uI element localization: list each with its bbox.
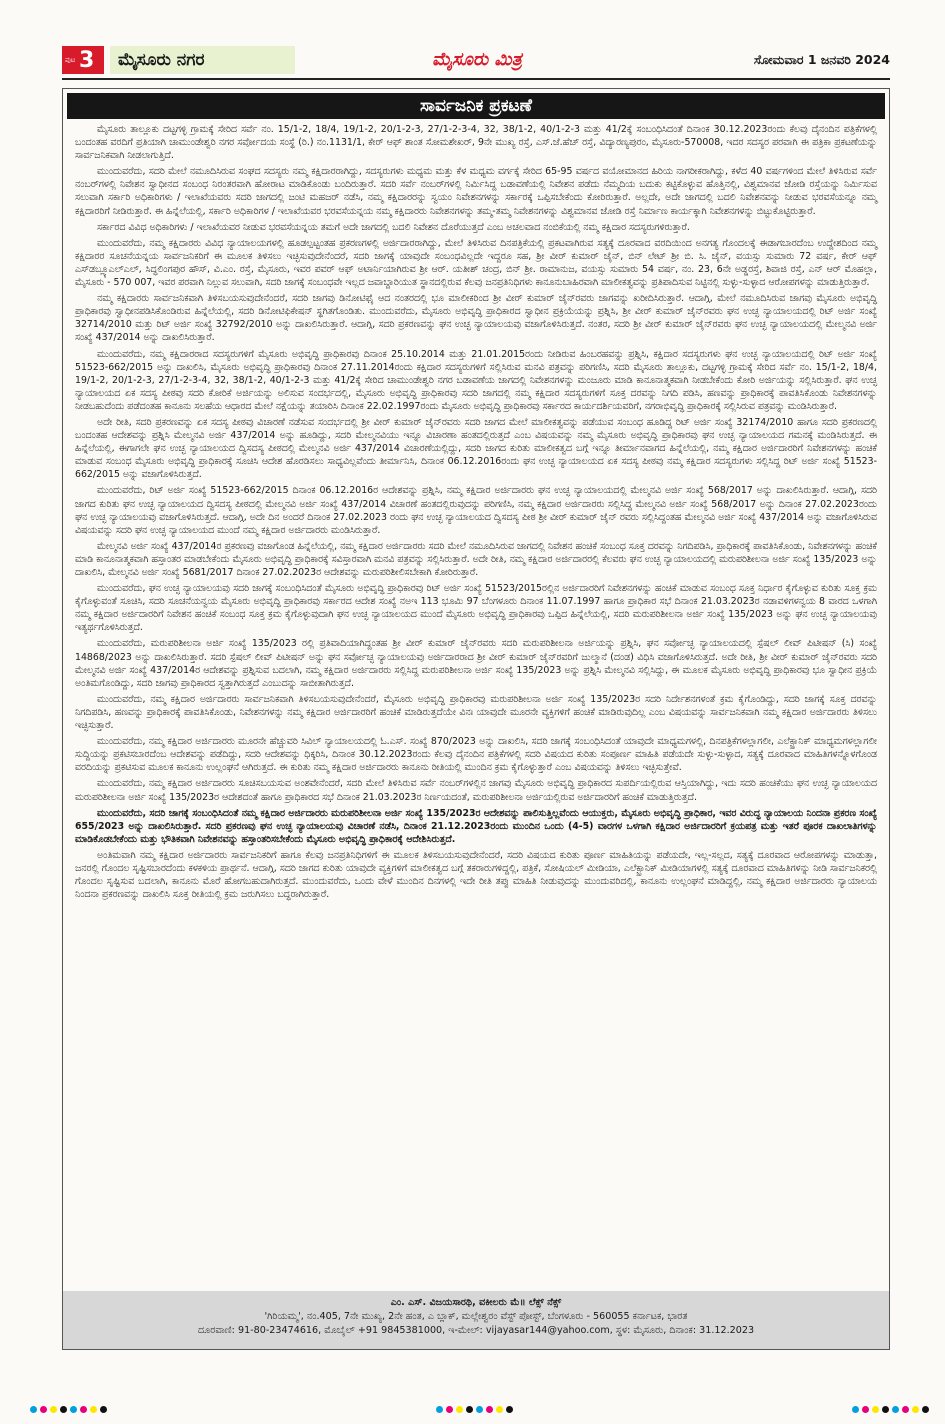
advocate-address: 'ಗಿರಿಯಮ್ಮ', ನಂ.405, 7ನೇ ಮುಖ್ಯ, 2ನೇ ಹಂತ, ಎ ಬ್ಲಾಕ್, ಮಲ್ಲೇಶ್ವರಂ ವೆಸ್ಟ್ ಪೋಸ್ಟ್, ಬೆಂಗಳೂರು - 560055 ಕರ್ನಾಟಕ, ಭಾರತ (264, 1311, 688, 1322)
notice-paragraph: ಅದೇ ರೀತಿ, ಸದರಿ ಪ್ರಕರಣವನ್ನು ಏಕ ಸದಸ್ಯ ಪೀಠವು ವಿಚಾರಣೆ ನಡೆಸುವ ಸಂದರ್ಭದಲ್ಲಿ ಶ್ರೀ ವೀರ್ ಕುಮಾರ್ ಜೈನ್‌ರವರು ಸದರಿ ಜಾಗದ ಮೇಲೆ ಮಾಲೀಕತ್ವವನ್ನು ಪಡೆಯುವ ಸಂಬಂಧ ಹೂಡಿದ್ದ ರಿಟ್ ಅರ್ಜಿ ಸಂಖ್ಯೆ 32174/2010 ಹಾಗೂ ಸದರಿ ಪ್ರಕರಣದಲ್ಲಿ ಬಂದಂತಹ ಆದೇಶವನ್ನು ಪ್ರಶ್ನಿಸಿ ಮೇಲ್ಮನವಿ ಅರ್ಜಿ 437/2014 ಅನ್ನು ಹೂಡಿದ್ದು, ಸದರಿ ಮೇಲ್ಮನವಿಯು ಇನ್ನೂ ವಿಚಾರಣಾ ಹಂತದಲ್ಲಿರುತ್ತದೆ ಎಂಬ ವಿಷಯವನ್ನು ನಮ್ಮ ಮೈಸೂರು ಅಭಿವೃದ್ಧಿ ಪ್ರಾಧಿಕಾರವು ಘನ ಉಚ್ಛ ನ್ಯಾಯಾಲಯದ ಗಮನಕ್ಕೆ ಮಂಡಿಸಿರುತ್ತದೆ. ಈ ಹಿನ್ನೆಲೆಯಲ್ಲಿ, ಈಗಾಗಲೇ ಘನ ಉಚ್ಛ ನ್ಯಾಯಾಲಯದ ದ್ವಿಸದಸ್ಯ ಪೀಠದಲ್ಲಿ ಮೇಲ್ಮನವಿ ಅರ್ಜಿ 437/2014 ವಿಚಾರಣೆಯಲ್ಲಿದ್ದು, ಸದರಿ ಜಾಗದ ಕುರಿತು ಮಾಲೀಕತ್ವದ ಬಗ್ಗೆ ಇನ್ನೂ ತೀರ್ಮಾನವಾಗದ ಹಿನ್ನೆಲೆಯಲ್ಲಿ, ನಮ್ಮ ಕಕ್ಷಿದಾರ ಅರ್ಜಿದಾರರಿಗೆ ನಿವೇಶನಗಳನ್ನು ಹಂಚಿಕೆ ಮಾಡುವ ಸಂಬಂಧ ಮೈಸೂರು ಅಭಿವೃದ್ಧಿ ಪ್ರಾಧಿಕಾರಕ್ಕೆ ಸೂಚಿಸಿ ಆದೇಶ ಹೊರಡಿಸಲು ಸಾಧ್ಯವಿಲ್ಲವೆಂದು ತೀರ್ಮಾನಿಸಿ, ದಿನಾಂಕ 06.12.2016ರಂದು ಘನ ಉಚ್ಛ ನ್ಯಾಯಾಲಯದ ಏಕ ಸದಸ್ಯ ಪೀಠವು ನಮ್ಮ ಕಕ್ಷಿದಾರ ಸದಸ್ಯರುಗಳು ಸಲ್ಲಿಸಿದ್ದ ರಿಟ್ ಅರ್ಜಿ ಸಂಖ್ಯೆ 51523-662/2015 ಅನ್ನು ವಜಾಗೊಳಿಸಿರುತ್ತದೆ. (75, 416, 877, 481)
registration-dot (506, 1406, 513, 1413)
registration-dot (882, 1406, 889, 1413)
registration-dot (902, 1406, 909, 1413)
registration-dot (40, 1406, 47, 1413)
registration-dot (852, 1406, 859, 1413)
notice-paragraph: ಮುಂದುವರೆದು, ನಮ್ಮ ಕಕ್ಷಿದಾರ ಅರ್ಜಿದಾರರು ಮೂರನೇ ಹೆಚ್ಚುವರಿ ಸಿವಿಲ್ ನ್ಯಾಯಾಲಯದಲ್ಲಿ ಓ.ಎಸ್. ಸಂಖ್ಯೆ 870/2023 ಅನ್ನು ದಾಖಲಿಸಿ, ಸದರಿ ಜಾಗಕ್ಕೆ ಸಂಬಂಧಿಸಿದಂತೆ ಯಾವುದೇ ಮಾಧ್ಯಮಗಳಲ್ಲಿ, ದಿನಪತ್ರಿಕೆಗಳಲ್ಲಾಗಲೀ, ಎಲೆಕ್ಟ್ರಾನಿಕ್ ಮಾಧ್ಯಮಗಳಲ್ಲಾಗಲೀ ಸುದ್ದಿಯನ್ನು ಪ್ರಕಟಿಸಬಾರದೆಂಬ ಆದೇಶವನ್ನು ಪಡೆದಿದ್ದು, ಸದರಿ ಆದೇಶವನ್ನು ಧಿಕ್ಕರಿಸಿ, ದಿನಾಂಕ 30.12.2023ರಂದು ಕೆಲವು ದೈನಂದಿನ ಪತ್ರಿಕೆಗಳಲ್ಲಿ ಸದರಿ ವಿಷಯದ ಕುರಿತು ಸಂಪೂರ್ಣ ಮಾಹಿತಿ ಪಡೆಯದೇ ಸುಳ್ಳು-ಸುಳ್ಳಾದ, ಸತ್ಯಕ್ಕೆ ದೂರವಾದ ಮಾಹಿತಿಗಳನ್ನೊಳಗೊಂಡ ವರದಿಯನ್ನು ಪ್ರಕಟಿಸುವ ಮೂಲಕ ಕಾನೂನು ಉಲ್ಲಂಘನೆ ಆಗಿರುತ್ತದೆ. ಈ ಕುರಿತು ನಮ್ಮ ಕಕ್ಷಿದಾರ ಅರ್ಜಿದಾರರು ಕಾನೂನು ರೀತಿಯಲ್ಲಿ ಮುಂದಿನ ಕ್ರಮ ಕೈಗೊಳ್ಳುತ್ತಾರೆ ಎಂಬ ವಿಷಯವನ್ನು ತಿಳಿಸಲು ಇಚ್ಛಿಸುತ್ತೇವೆ. (75, 736, 877, 774)
notice-paragraph: ನಮ್ಮ ಕಕ್ಷಿದಾರರು ಸಾರ್ವಜನಿಕವಾಗಿ ತಿಳಿಸಬಯಸುವುದೇನೆಂದರೆ, ಸದರಿ ಜಾಗವು ಡಿನೋಟಿಫೈ ಆದ ನಂತರದಲ್ಲಿ ಭೂ ಮಾಲೀಕರಿಂದ ಶ್ರೀ ವೀರ್ ಕುಮಾರ್ ಜೈನ್‌ರವರು ಜಾಗವನ್ನು ಖರೀದಿಸಿರುತ್ತಾರೆ. ಆದಾಗ್ಗಿ, ಮೇಲೆ ನಮೂದಿಸಿರುವ ಜಾಗವು ಮೈಸೂರು ಅಭಿವೃದ್ಧಿ ಪ್ರಾಧಿಕಾರವು ಸ್ವಾಧೀನಪಡಿಸಿಕೊಂಡಿರುವ ಹಿನ್ನೆಲೆಯಲ್ಲಿ, ಸದರಿ ಡಿನೋಟಿಫಿಕೇಷನ್ ಸ್ಥಗಿತಗೊಂಡಿತು. ಮುಂದುವರೆದು, ಮೈಸೂರು ಅಭಿವೃದ್ಧಿ ಪ್ರಾಧಿಕಾರದ ಸ್ವಾಧೀನ ಪ್ರಕ್ರಿಯೆಯನ್ನು ಪ್ರಶ್ನಿಸಿ, ಶ್ರೀ ವೀರ್ ಕುಮಾರ್ ಜೈನ್‌ರವರು ಘನ ಉಚ್ಛ ನ್ಯಾಯಾಲಯದಲ್ಲಿ ರಿಟ್ ಅರ್ಜಿ ಸಂಖ್ಯೆ 32714/2010 ಮತ್ತು ರಿಟ್ ಅರ್ಜಿ ಸಂಖ್ಯೆ 32792/2010 ಅನ್ನು ದಾಖಲಿಸಿರುತ್ತಾರೆ. ಆದಾಗ್ಗಿ, ಸದರಿ ಪ್ರಕರಣವನ್ನು ಘನ ಉಚ್ಛ ನ್ಯಾಯಾಲಯವು ವಜಾಗೊಳಿಸಿರುತ್ತದೆ. ನಂತರ, ಸದರಿ ಶ್ರೀ ವೀರ್ ಕುಮಾರ್ ಜೈನ್‌ರವರು ಘನ ಉಚ್ಛ ನ್ಯಾಯಾಲಯದಲ್ಲಿ ಮೇಲ್ಮನವಿ ಅರ್ಜಿ ಸಂಖ್ಯೆ 437/2014 ಅನ್ನು ದಾಖಲಿಸಿರುತ್ತಾರೆ. (75, 293, 877, 344)
registration-dot (862, 1406, 869, 1413)
notice-paragraph: ಮುಂದುವರೆದು, ನಮ್ಮ ಕಕ್ಷಿದಾರರಾದ ಸದಸ್ಯರುಗಳಿಗೆ ಮೈಸೂರು ಅಭಿವೃದ್ಧಿ ಪ್ರಾಧಿಕಾರವು ದಿನಾಂಕ 25.10.2014 ಮತ್ತು 21.01.2015ರಂದು ನೀಡಿರುವ ಹಿಂಬರಹವನ್ನು ಪ್ರಶ್ನಿಸಿ, ಕಕ್ಷಿದಾರ ಸದಸ್ಯರುಗಳು ಘನ ಉಚ್ಛ ನ್ಯಾಯಾಲಯದಲ್ಲಿ ರಿಟ್ ಅರ್ಜಿ ಸಂಖ್ಯೆ 51523-662/2015 ಅನ್ನು ದಾಖಲಿಸಿ, ಮೈಸೂರು ಅಭಿವೃದ್ಧಿ ಪ್ರಾಧಿಕಾರವು ದಿನಾಂಕ 27.11.2014ರಂದು ಕಕ್ಷಿದಾರ ಸದಸ್ಯರುಗಳಿಗೆ ಸಲ್ಲಿಸಿರುವ ಮನವಿ ಪತ್ರವನ್ನು ಪರಿಗಣಿಸಿ, ಸದರಿ ಮೈಸೂರು ತಾಲ್ಲೂಕು, ದಟ್ಟಗಳ್ಳಿ ಗ್ರಾಮಕ್ಕೆ ಸೇರಿದ ಸರ್ವೆ ನಂ. 15/1-2, 18/4, 19/1-2, 20/1-2-3, 27/1-2-3-4, 32, 38/1-2, 40/1-2-3 ಮತ್ತು 41/2ಕ್ಕೆ ಸೇರಿದ ಚಾಮುಂಡೇಶ್ವರಿ ನಗರ ಬಡಾವಣೆಯ ಜಾಗದಲ್ಲಿ ನಿವೇಶನಗಳನ್ನು ಮಂಜೂರು ಮಾಡಿ ಕಾನೂನಾತ್ಮಕವಾಗಿ ನೀಡಬೇಕೆಂದು ಕೋರಿ ಅರ್ಜಿಯನ್ನು ಸಲ್ಲಿಸಿರುತ್ತಾರೆ. ಘನ ಉಚ್ಛ ನ್ಯಾಯಾಲಯದ ಏಕ ಸದಸ್ಯ ಪೀಠವು ಸದರಿ ಕೋರಿಕೆ ಅರ್ಜಿಯನ್ನು ಅಲಿಸುವ ಸಂದರ್ಭದಲ್ಲಿ, ಮೈಸೂರು ಅಭಿವೃದ್ಧಿ ಪ್ರಾಧಿಕಾರವು ಸದರಿ ಜಾಗದಲ್ಲಿ ನಮ್ಮ ಕಕ್ಷಿದಾರ ಸದಸ್ಯರುಗಳಿಗೆ ಸೂಕ್ತ ದರವನ್ನು ನಿಗದಿ ಪಡಿಸಿ, ಹಣವನ್ನು ಪ್ರಾಧಿಕಾರಕ್ಕೆ ಪಾವತಿಸಿಕೊಂಡು ನಿವೇಶನಗಳನ್ನು ನೀಡಬಹುದೆಂದು ಪಡೆದಂತಹ ಕಾನೂನು ಸಲಹೆಯ ಆಧಾರದ ಮೇಲೆ ನಕ್ಷೆಯನ್ನು ತಯಾರಿಸಿ ದಿನಾಂಕ 22.02.1997ರಂದು ಮೈಸೂರು ಅಭಿವೃದ್ಧಿ ಪ್ರಾಧಿಕಾರವು ಸರ್ಕಾರದ ಕಾರ್ಯದರ್ಶಿಯವರಿಗೆ, ನಗರಾಭಿವೃದ್ಧಿ ಪ್ರಾಧಿಕಾರಕ್ಕೆ ಸಲ್ಲಿಸಿರುವ ಪತ್ರವನ್ನು ಮಂಡಿಸಿರುತ್ತಾರೆ. (75, 348, 877, 412)
registration-dot (912, 1406, 919, 1413)
registration-dot (496, 1406, 503, 1413)
registration-dot (486, 1406, 493, 1413)
notice-paragraph: ಮೇಲ್ಮನವಿ ಅರ್ಜಿ ಸಂಖ್ಯೆ 437/2014ರ ಪ್ರಕರಣವು ವಜಾಗೊಂಡ ಹಿನ್ನೆಲೆಯಲ್ಲಿ, ನಮ್ಮ ಕಕ್ಷಿದಾರ ಅರ್ಜಿದಾರರು ಸದರಿ ಮೇಲೆ ನಮೂದಿಸಿರುವ ಜಾಗದಲ್ಲಿ ನಿವೇಶನ ಹಂಚಿಕೆ ಸಂಬಂಧ ಸೂಕ್ತ ದರವನ್ನು ನಿಗದಿಪಡಿಸಿ, ಪ್ರಾಧಿಕಾರಕ್ಕೆ ಪಾವತಿಸಿಕೊಂಡು, ನಿವೇಶನಗಳನ್ನು ಹಂಚಿಕೆ ಮಾಡಿ ಕಾನೂನಾತ್ಮಕವಾಗಿ ಹಸ್ತಾಂತರ ಮಾಡಬೇಕೆಂದು ಮೈಸೂರು ಅಭಿವೃದ್ಧಿ ಪ್ರಾಧಿಕಾರಕ್ಕೆ ಸವಿಸ್ತಾರವಾಗಿ ಮನವಿ ಪತ್ರವನ್ನು ಸಲ್ಲಿಸಿರುತ್ತಾರೆ. ಅದೇ ರೀತಿ, ನಮ್ಮ ಕಕ್ಷಿದಾರ ಅರ್ಜಿದಾರರಲ್ಲಿ ಕೆಲವರು ಘನ ಉಚ್ಛ ನ್ಯಾಯಾಲಯದಲ್ಲಿ ಮರುಪರಿಶೀಲನಾ ಅರ್ಜಿ ಸಂಖ್ಯೆ 135/2023 ಅನ್ನು ದಾಖಲಿಸಿ, ಮೇಲ್ಮನವಿ ಅರ್ಜಿ ಸಂಖ್ಯೆ 5681/2017 ದಿನಾಂಕ 27.02.2023ರ ಆದೇಶವನ್ನು ಮರುಪರಿಶೀಲಿಸಬೇಕಾಗಿ ಕೋರಿರುತ್ತಾರೆ. (75, 540, 877, 578)
registration-dot (466, 1406, 473, 1413)
page-header (62, 44, 890, 74)
registration-dot (892, 1406, 899, 1413)
notice-paragraph: ಮೈಸೂರು ತಾಲ್ಲೂಕು ದಟ್ಟಗಳ್ಳಿ ಗ್ರಾಮಕ್ಕೆ ಸೇರಿದ ಸರ್ವೆ ನಂ. 15/1-2, 18/4, 19/1-2, 20/1-2-3, 27/1-2-3-4, 32, 38/1-2, 40/1-2-3 ಮತ್ತು 41/2ಕ್ಕೆ ಸಂಬಂಧಿಸಿದಂತೆ ದಿನಾಂಕ 30.12.2023ರಂದು ಕೆಲವು ದೈನಂದಿನ ಪತ್ರಿಕೆಗಳಲ್ಲಿ ಬಂದಂತಹ ವರದಿಗೆ ಪ್ರತಿಯಾಗಿ ಚಾಮುಂಡೇಶ್ವರಿ ನಗರ ಸರ್ವೋದಯ ಸಂಸ್ಥೆ (ರಿ.) ನಂ.1131/1, ಕೇರ್ ಆಫ್ ಶಾಂತ ಸೋಮಶೇಖರ್, 9ನೇ ಮುಖ್ಯ ರಸ್ತೆ, ಎಸ್.ಜೆ.ಹೆಚ್ ರಸ್ತೆ, ವಿದ್ಯಾರಣ್ಯಪುರಂ, ಮೈಸೂರು-570008, ಇದರ ಸದಸ್ಯರ ಪರವಾಗಿ ಈ ಪತ್ರಿಕಾ ಪ್ರಕಟಣೆಯನ್ನು ಸಾರ್ವಜನಿಕವಾಗಿ ನೀಡಲಾಗುತ್ತಿದೆ. (75, 124, 877, 162)
notice-paragraph: ಅಂತಿಮವಾಗಿ ನಮ್ಮ ಕಕ್ಷಿದಾರ ಅರ್ಜಿದಾರರು ಸಾರ್ವಜನಿಕರಿಗೆ ಹಾಗೂ ಕೆಲವು ಜನಪ್ರತಿನಿಧಿಗಳಿಗೆ ಈ ಮೂಲಕ ತಿಳಿಸಬಯಸುವುದೇನೆಂದರೆ, ಸದರಿ ವಿಷಯದ ಕುರಿತು ಪೂರ್ಣ ಮಾಹಿತಿಯನ್ನು ಪಡೆಯದೇ, ಇಲ್ಲ-ಸಲ್ಲದ, ಸತ್ಯಕ್ಕೆ ದೂರವಾದ ಆರೋಪಗಳನ್ನು ಮಾಡುತ್ತಾ, ಜನರಲ್ಲಿ ಗೊಂದಲ ಸೃಷ್ಟಿಸಬಾರದೆಂದು ಕಳಕಳಿಯ ಪ್ರಾರ್ಥನೆ. ಆದಾಗ್ಗಿ, ಸದರಿ ಜಾಗದ ಕುರಿತು ಯಾವುದೇ ವ್ಯಕ್ತಿಗಳಿಗೆ ಮಾಲೀಕತ್ವದ ಬಗ್ಗೆ ತಕರಾರುಗಳಿದ್ದಲ್ಲಿ, ಪತ್ರಿಕೆ, ಸೋಷಿಯಲ್ ಮೀಡಿಯಾ, ಎಲೆಕ್ಟ್ರಾನಿಕ್ ಮೀಡಿಯಾಗಳಲ್ಲಿ ಸತ್ಯಕ್ಕೆ ದೂರವಾದ ಮಾಹಿತಿಗಳನ್ನು ನೀಡಿ ಸಾರ್ವಜನಿಕರಲ್ಲಿ ಗೊಂದಲ ಸೃಷ್ಟಿಸುವ ಬದಲಾಗಿ, ಕಾನೂನು ಮೊರೆ ಹೋಗಬಹುದಾಗಿರುತ್ತದೆ. ಮುಂದುವರೆದು, ಒಂದು ವೇಳೆ ಮುಂದಿನ ದಿನಗಳಲ್ಲಿ ಇದೇ ರೀತಿ ತಪ್ಪು ಮಾಹಿತಿ ನೀಡುವುದನ್ನು ಮುಂದುವರಿದಲ್ಲಿ, ಕಾನೂನು ಉಲ್ಲಂಘನೆ ಮಾಡಿದ್ದಲ್ಲಿ, ನಮ್ಮ ಕಕ್ಷಿದಾರ ಅರ್ಜಿದಾರರು ನ್ಯಾಯಾಲಯ ನಿಂದನಾ ಪ್ರಕರಣವನ್ನು ದಾಖಲಿಸಿ ಸೂಕ್ತ ರೀತಿಯಲ್ಲಿ ಕ್ರಮ ಜರುಗಿಸಲು ಬದ್ಧರಾಗಿರುತ್ತಾರೆ. (75, 849, 877, 901)
registration-dot (80, 1406, 87, 1413)
registration-dot (50, 1406, 57, 1413)
registration-dot (922, 1406, 929, 1413)
registration-dot (446, 1406, 453, 1413)
registration-dot (872, 1406, 879, 1413)
notice-paragraph: ಮುಂದುವರೆದು, ನಮ್ಮ ಕಕ್ಷಿದಾರ ಅರ್ಜಿದಾರರು ಸಾರ್ವಜನಿಕವಾಗಿ ತಿಳಿಸಬಯಸುವುದೇನೆಂದರೆ, ಮೈಸೂರು ಅಭಿವೃದ್ಧಿ ಪ್ರಾಧಿಕಾರವು ಮರುಪರಿಶೀಲನಾ ಅರ್ಜಿ ಸಂಖ್ಯೆ 135/2023ರ ಸದರಿ ನಿರ್ದೇಶನಗಳಂತೆ ಕ್ರಮ ಕೈಗೊಂಡಿದ್ದು, ಸದರಿ ಜಾಗಕ್ಕೆ ಸೂಕ್ತ ದರವನ್ನು ನಿಗದಿಪಡಿಸಿ, ಹಣವನ್ನು ಪ್ರಾಧಿಕಾರಕ್ಕೆ ಪಾವತಿಸಿಕೊಂಡು, ನಿವೇಶನಗಳನ್ನು ನಮ್ಮ ಕಕ್ಷಿದಾರ ಅರ್ಜಿದಾರರಿಗೆ ಹಂಚಿಕೆ ಮಾಡಿರುತ್ತದೆಯೇ ವಿನಃ ಯಾವುದೇ ಮೂರನೇ ವ್ಯಕ್ತಿಗಳಿಗೆ ಹಂಚಿಕೆ ಮಾಡಿರುವುದಿಲ್ಲ ಎಂಬ ವಿಷಯವನ್ನು ಸಾರ್ವಜನಿಕವಾಗಿ ನಮ್ಮ ಕಕ್ಷಿದಾರ ಅರ್ಜಿದಾರರು ತಿಳಿಸಲು ಇಚ್ಛಿಸುತ್ತಾರೆ. (75, 693, 877, 732)
header-rule (62, 78, 890, 80)
notice-paragraph: ಮುಂದುವರೆದು, ನಮ್ಮ ಕಕ್ಷಿದಾರರು ವಿವಿಧ ನ್ಯಾಯಾಲಯಗಳಲ್ಲಿ ಹೂಡಲ್ಪಟ್ಟಂತಹ ಪ್ರಕರಣಗಳಲ್ಲಿ ಅರ್ಜಿದಾರರಾಗಿದ್ದು, ಮೇಲೆ ತಿಳಿಸಿರುವ ದಿನಪತ್ರಿಕೆಯಲ್ಲಿ ಪ್ರಕಟವಾಗಿರುವ ಸತ್ಯಕ್ಕೆ ದೂರವಾದ ವರದಿಯಿಂದ ಅನಗತ್ಯ ಗೊಂದಲಕ್ಕೆ ಈಡಾಗಬಾರದೆಂಬ ಉದ್ದೇಶದಿಂದ ನಮ್ಮ ಕಕ್ಷಿದಾರರ ಸೂಚನೆಯನ್ನಯ ಸಾರ್ವಜನಿಕರಿಗೆ ಈ ಮೂಲಕ ತಿಳಿಸಲು ಇಚ್ಛಿಸುವುದೇನೆಂದರೆ, ಸದರಿ ಜಾಗಕ್ಕೆ ಯಾವುದೇ ಸಂಬಂಧವಿಲ್ಲದೇ ಇದ್ದರೂ ಸಹ, ಶ್ರೀ ವೀರ್ ಕುಮಾರ್ ಜೈನ್, ಬಿನ್ ಲೇಟ್ ಶ್ರೀ ಬಿ. ಸಿ. ಜೈನ್, ವಯಸ್ಸು ಸುಮಾರು 72 ವರ್ಷ, ಕೇರ್ ಆಫ್ ಎಸ್‌ಡಬ್ಲ್ಯೂಎಲ್‌ಎಲ್, ಸಿದ್ಧಲಿಂಗಪುರ ಹೌಸ್, ವಿ.ಎಂ. ರಸ್ತೆ, ಮೈಸೂರು, ಇವರ ಪವರ್ ಆಫ್ ಅಟಾರ್ನಿಯಾಗಿರುವ ಶ್ರೀ ಆರ್. ಯತೀಶ್ ಚಂದ್ರ, ಬಿನ್ ಶ್ರೀ. ರಾಮಾನುಜ, ವಯಸ್ಸು ಸುಮಾರು 54 ವರ್ಷ, ನಂ. 23, 6ನೇ ಅಡ್ಡರಸ್ತೆ, ಶಿವಾಜಿ ರಸ್ತೆ, ಎನ್ ಆರ್ ಮೊಹಲ್ಲಾ, ಮೈಸೂರು - 570 007, ಇವರ ಪರವಾಗಿ ನಿಲ್ಲುವ ಸಲುವಾಗಿ, ಸದರಿ ಜಾಗಕ್ಕೆ ಸಂಬಂಧವೇ ಇಲ್ಲದ ಜವಾಬ್ದಾರಿಯುತ ಸ್ಥಾನದಲ್ಲಿರುವ ಕೆಲವು ಜನಪ್ರತಿನಿಧಿಗಳು ಕಾನೂನುಬಾಹಿರವಾಗಿ ಮಾಲೀಕತ್ವವನ್ನು ಪ್ರತಿಪಾದಿಸುವ ನಿಟ್ಟಿನಲ್ಲಿ ಸುಳ್ಳು-ಸುಳ್ಳಾದ ಆರೋಪಗಳನ್ನು ಮಾಡುತ್ತಿರುತ್ತಾರೆ. (75, 237, 877, 289)
registration-marks-center (436, 1406, 513, 1416)
notice-paragraph: ಮುಂದುವರೆದು, ಮರುಪರಿಶೀಲನಾ ಅರ್ಜಿ ಸಂಖ್ಯೆ 135/2023 ರಲ್ಲಿ ಪ್ರತಿವಾದಿಯಾಗಿದ್ದಂತಹ ಶ್ರೀ ವೀರ್ ಕುಮಾರ್ ಜೈನ್‌ರವರು ಸದರಿ ಮರುಪರಿಶೀಲನಾ ಅರ್ಜಿಯನ್ನು ಪ್ರಶ್ನಿಸಿ, ಘನ ಸರ್ವೋಚ್ಛ ನ್ಯಾಯಾಲಯದಲ್ಲಿ ಸ್ಪೆಷಲ್ ಲೀವ್ ಪಿಟೀಷನ್ (ಸಿ) ಸಂಖ್ಯೆ 14868/2023 ಅನ್ನು ದಾಖಲಿಸಿರುತ್ತಾರೆ. ಸದರಿ ಸ್ಪೆಷಲ್ ಲೀವ್ ಪಿಟೀಷನ್ ಅನ್ನು ಘನ ಸರ್ವೋಚ್ಛ ನ್ಯಾಯಾಲಯವು ಅರ್ಜಿದಾರರಾದ ಶ್ರೀ ವೀರ್ ಕುಮಾರ್ ಜೈನ್‌ರವರಿಗೆ ಜುಲ್ಮಾನೆ (ದಂಡ) ವಿಧಿಸಿ ವಜಾಗೊಳಿಸಿರುತ್ತದೆ. ಅದೇ ರೀತಿ, ಶ್ರೀ ವೀರ್ ಕುಮಾರ್ ಜೈನ್‌ರವರು ಸದರಿ ಮೇಲ್ಮನವಿ ಅರ್ಜಿ ಸಂಖ್ಯೆ 437/2014ರ ಆದೇಶವನ್ನು ಪ್ರಶ್ನಿಸುವ ಬದಲಾಗಿ, ನಮ್ಮ ಕಕ್ಷಿದಾರ ಅರ್ಜಿದಾರರು ಸಲ್ಲಿಸಿದ್ದ ಮರುಪರಿಶೀಲನಾ ಅರ್ಜಿ ಸಂಖ್ಯೆ 135/2023 ಅನ್ನು ಪ್ರಶ್ನಿಸಿ ಮೇಲ್ಮನವಿ ಸಲ್ಲಿಸಿದ್ದು, ಈ ಮೂಲಕ ಮೈಸೂರು ಅಭಿವೃದ್ಧಿ ಪ್ರಾಧಿಕಾರವು ಭೂ ಸ್ವಾಧೀನ ಪ್ರಕ್ರಿಯೆ ಅಂತಿಮಗೊಂಡಿದ್ದು, ಸದರಿ ಜಾಗವು ಪ್ರಾಧಿಕಾರದ ಸ್ವತ್ತಾಗಿರುತ್ತದೆ ಎಂಬುದನ್ನು ಸಾಬೀತಾಗಿರುತ್ತದೆ. (75, 638, 877, 689)
newspaper-masthead: ಮೈಸೂರು ಮಿತ್ರ (432, 49, 522, 70)
notice-paragraph: ಮುಂದುವರೆದು, ನಮ್ಮ ಕಕ್ಷಿದಾರ ಅರ್ಜಿದಾರರು ಸೂಚಿಸಬಯಸುವ ಅಂಶವೇನೆಂದರೆ, ಸದರಿ ಮೇಲೆ ತಿಳಿಸಿರುವ ಸರ್ವೆ ನಂಬರ್‌ಗಳಲ್ಲಿನ ಜಾಗವು ಮೈಸೂರು ಅಭಿವೃದ್ಧಿ ಪ್ರಾಧಿಕಾರದ ಸುಪರ್ದಿಯಲ್ಲಿರುವ ಆಸ್ತಿಯಾಗಿದ್ದು, ಇದು ಸದರಿ ಹಂಚಿಕೆಯು ಘನ ಉಚ್ಛ ನ್ಯಾಯಾಲಯದ ಮರುಪರಿಶೀಲನಾ ಅರ್ಜಿ ಸಂಖ್ಯೆ 135/2023ರ ಆದೇಶದಂತೆ ಹಾಗೂ ಪ್ರಾಧಿಕಾರದ ಸಭೆ ದಿನಾಂಕ 21.03.2023ರ ನಿರ್ಣಯದಂತೆ, ಮರುಪರಿಶೀಲನಾ ಅರ್ಜಿಯಲ್ಲಿರುವ ಅರ್ಜಿದಾರರಿಗೆ ಹಂಚಿಕೆ ಮಾಡುತ್ತಿರುತ್ತದೆ. (75, 778, 877, 803)
notice-paragraph: ಮುಂದುವರೆದು, ಸದರಿ ಜಾಗಕ್ಕೆ ಸಂಬಂಧಿಸಿದಂತೆ ನಮ್ಮ ಕಕ್ಷಿದಾರ ಅರ್ಜಿದಾರರು ಮರುಪರಿಶೀಲನಾ ಅರ್ಜಿ ಸಂಖ್ಯೆ 135/2023ರ ಆದೇಶವನ್ನು ಪಾಲಿಸುತ್ತಿಲ್ಲವೆಂದು ಆಯುಕ್ತರು, ಮೈಸೂರು ಅಭಿವೃದ್ಧಿ ಪ್ರಾಧಿಕಾರ, ಇವರ ವಿರುದ್ಧ ನ್ಯಾಯಾಲಯ ನಿಂದನಾ ಪ್ರಕರಣ ಸಂಖ್ಯೆ 655/2023 ಅನ್ನು ದಾಖಲಿಸಿರುತ್ತಾರೆ. ಸದರಿ ಪ್ರಕರಣವು ಘನ ಉಚ್ಛ ನ್ಯಾಯಾಲಯವು ವಿಚಾರಣೆ ನಡೆಸಿ, ದಿನಾಂಕ 21.12.2023ರಂದು ಮುಂದಿನ ಒಂದು (4-5) ವಾರಗಳ ಒಳಗಾಗಿ ಕಕ್ಷಿದಾರ ಅರ್ಜಿದಾರರಿಗೆ ಕ್ರಯಪತ್ರ ಮತ್ತು ಇತರೆ ಪೂರಕ ದಾಖಲಾತಿಗಳನ್ನು ಮಾಡಿಕೊಡಬೇಕೆಂದು ಮತ್ತು ಭೌತಿಕವಾಗಿ ನಿವೇಶನವನ್ನು ಹಸ್ತಾಂತರಿಸಬೇಕೆಂದು ಮೈಸೂರು ಅಭಿವೃದ್ಧಿ ಪ್ರಾಧಿಕಾರಕ್ಕೆ ಆದೇಶಿಸಿರುತ್ತದೆ. (75, 807, 877, 845)
page-number: 3 (79, 47, 95, 73)
public-notice (62, 88, 890, 1350)
notice-paragraph: ಮುಂದುವರೆದು, ಸದರಿ ಮೇಲೆ ನಮೂದಿಸಿರುವ ಸಂಘದ ಸದಸ್ಯರು ನಮ್ಮ ಕಕ್ಷಿದಾರರಾಗಿದ್ದು, ಸದಸ್ಯರುಗಳು ಮಧ್ಯಮ ಮತ್ತು ಕೆಳ ಮಧ್ಯಮ ವರ್ಗಕ್ಕೆ ಸೇರಿದ 65-95 ವರ್ಷದ ವಯೋಮಾನದ ಹಿರಿಯ ನಾಗರೀಕರಾಗಿದ್ದು, ಕಳೆದ 40 ವರ್ಷಗಳಿಂದ ಮೇಲೆ ತಿಳಿಸಿರುವ ಸರ್ವೆ ನಂಬರ್‌ಗಳಲ್ಲಿ ನಿವೇಶನ ಸ್ವಾಧೀನದ ಸಂಬಂಧ ನಿರಂತರವಾಗಿ ಹೋರಾಟ ಮಾಡಿಕೊಂಡು ಬಂದಿರುತ್ತಾರೆ. ಸದರಿ ಸರ್ವೆ ನಂಬರ್‌ಗಳಲ್ಲಿ ನಿರ್ಮಿಸಿದ್ದ ಬಡಾವಣೆಯಲ್ಲಿ ನಿವೇಶನ ಪಡೆದು ನೆಮ್ಮದಿಯ ಬದುಕು ಕಟ್ಟಿಕೊಳ್ಳುವ ಹೊತ್ತಿನಲ್ಲಿ, ವಿಶ್ವಮಾನವ ಜೋಡಿ ರಸ್ತೆಯನ್ನು ನಿರ್ಮಿಸುವ ಸಲುವಾಗಿ ಸರ್ಕಾರಿ ಅಧಿಕಾರಿಗಳು / ಇಲಾಖೆಯವರು ಸದರಿ ಜಾಗದಲ್ಲಿ ಜಂಟಿ ಮಹಜರ್ ನಡೆಸಿ, ನಮ್ಮ ಕಕ್ಷಿದಾರರನ್ನು ಸ್ವಯಂ ನಿವೇಶನಗಳನ್ನು ಸರ್ಕಾರಕ್ಕೆ ಒಪ್ಪಿಸಬೇಕೆಂದು ಕೋರಿರುತ್ತಾರೆ. ಅಲ್ಲದೇ, ಅದೇ ಜಾಗದಲ್ಲಿ ಬದಲಿ ನಿವೇಶನವನ್ನು ನೀಡುವ ಭರವಸೆಯನ್ನೂ ನಮ್ಮ ಕಕ್ಷಿದಾರರಿಗೆ ನೀಡಿರುತ್ತಾರೆ. ಈ ಹಿನ್ನೆಲೆಯಲ್ಲಿ, ಸರ್ಕಾರಿ ಅಧಿಕಾರಿಗಳ / ಇಲಾಖೆಯವರ ಭರವಸೆಯನ್ನಯ ನಮ್ಮ ಕಕ್ಷಿದಾರರು ನಿವೇಶನಗಳನ್ನು ತಮ್ಮ-ತಮ್ಮ ನಿವೇಶನಗಳನ್ನು ವಿಶ್ವಮಾನವ ಜೋಡಿ ರಸ್ತೆ ನಿರ್ಮಾಣ ಕಾರ್ಯಕ್ಕಾಗಿ ನಿವೇಶನಗಳನ್ನು ಬಿಟ್ಟುಕೊಟ್ಟಿರುತ್ತಾರೆ. (75, 166, 877, 217)
notice-paragraph: ಮುಂದುವರೆದು, ಘನ ಉಚ್ಛ ನ್ಯಾಯಾಲಯವು ಸದರಿ ಜಾಗಕ್ಕೆ ಸಂಬಂಧಿಸಿದಂತೆ ಮೈಸೂರು ಅಭಿವೃದ್ಧಿ ಪ್ರಾಧಿಕಾರವು ರಿಟ್ ಅರ್ಜಿ ಸಂಖ್ಯೆ 51523/2015ರಲ್ಲಿನ ಅರ್ಜಿದಾರರಿಗೆ ನಿವೇಶನಗಳನ್ನು ಹಂಚಿಕೆ ಮಾಡುವ ಸಂಬಂಧ ಸೂಕ್ತ ನಿರ್ಧಾರ ಕೈಗೊಳ್ಳುವ ಕುರಿತು ಸೂಕ್ತ ಕ್ರಮ ಕೈಗೊಳ್ಳುವಂತೆ ಸೂಚಿಸಿ, ಸದರಿ ಸೂಚನೆಯನ್ವಯ ಮೈಸೂರು ಅಭಿವೃದ್ಧಿ ಪ್ರಾಧಿಕಾರವು ಸರ್ಕಾರದ ಆದೇಶ ಸಂಖ್ಯೆ ನಅಇ 113 ಭೂಮಿ 97 ಬೆಂಗಳೂರು ದಿನಾಂಕ 11.07.1997 ಹಾಗೂ ಪ್ರಾಧಿಕಾರ ಸಭೆ ದಿನಾಂಕ 21.03.2023ರ ನಡಾವಳಿಗಳನ್ವಯ 8 ವಾರದ ಒಳಗಾಗಿ ನಮ್ಮ ಕಕ್ಷಿದಾರ ಅರ್ಜಿದಾರರಿಗೆ ನಿವೇಶನ ಹಂಚಿಕೆ ಸಂಬಂಧ ಸೂಕ್ತ ಕ್ರಮ ಕೈಗೊಳ್ಳುವುದಾಗಿ ಘನ ಉಚ್ಛ ನ್ಯಾಯಾಲಯದ ಮುಂದೆ ಮೈಸೂರು ಅಭಿವೃದ್ಧಿ ಪ್ರಾಧಿಕಾರವು ಒಪ್ಪಿದ ಹಿನ್ನೆಲೆಯಲ್ಲಿ, ಸದರಿ ಮರುಪರಿಶೀಲನಾ ಅರ್ಜಿ ಸಂಖ್ಯೆ 135/2023 ಅನ್ನು ಘನ ಉಚ್ಛ ನ್ಯಾಯಾಲಯವು ಇತ್ಯರ್ಥಗೊಳಿಸಿರುತ್ತದೆ. (75, 583, 877, 634)
registration-dot (456, 1406, 463, 1413)
notice-paragraph: ಮುಂದುವರೆದು, ರಿಟ್ ಅರ್ಜಿ ಸಂಖ್ಯೆ 51523-662/2015 ದಿನಾಂಕ 06.12.2016ರ ಆದೇಶವನ್ನು ಪ್ರಶ್ನಿಸಿ, ನಮ್ಮ ಕಕ್ಷಿದಾರ ಅರ್ಜಿದಾರರು ಘನ ಉಚ್ಛ ನ್ಯಾಯಾಲಯದಲ್ಲಿ ಮೇಲ್ಮನವಿ ಅರ್ಜಿ ಸಂಖ್ಯೆ 568/2017 ಅನ್ನು ದಾಖಲಿಸಿರುತ್ತಾರೆ. ಆದಾಗ್ಗಿ, ಸದರಿ ಜಾಗದ ಕುರಿತು ಘನ ಉಚ್ಛ ನ್ಯಾಯಾಲಯದ ದ್ವಿಸದಸ್ಯ ಪೀಠದಲ್ಲಿ ಮೇಲ್ಮನವಿ ಅರ್ಜಿ ಸಂಖ್ಯೆ 437/2014 ವಿಚಾರಣೆ ಹಂತದಲ್ಲಿರುವುದನ್ನು ಪರಿಗಣಿಸಿ, ನಮ್ಮ ಕಕ್ಷಿದಾರ ಅರ್ಜಿದಾರರು ಸಲ್ಲಿಸಿದ್ದ ಮೇಲ್ಮನವಿ ಅರ್ಜಿ ಸಂಖ್ಯೆ 568/2017 ಅನ್ನು ದಿನಾಂಕ 27.02.2023ರಂದು ಘನ ಉಚ್ಛ ನ್ಯಾಯಾಲಯವು ವಜಾಗೊಳಿಸಿರುತ್ತದೆ. ಆದಾಗ್ಗಿ, ಅದೇ ದಿನ ಅಂದರೆ ದಿನಾಂಕ 27.02.2023 ರಂದು ಘನ ಉಚ್ಛ ನ್ಯಾಯಾಲಯದ ದ್ವಿಸದಸ್ಯ ಪೀಠ ಶ್ರೀ ವೀರ್ ಕುಮಾರ್ ಜೈನ್ ರವರು ಸಲ್ಲಿಸಿದ್ದಂತಹ ಮೇಲ್ಮನವಿ ಅರ್ಜಿ ಸಂಖ್ಯೆ 437/2014 ಅನ್ನು ವಜಾಗೊಳಿಸಿರುವ ವಿಷಯವನ್ನು ಸದರಿ ಘನ ಉಚ್ಛ ನ್ಯಾಯಾಲಯದ ಮುಂದೆ ನಮ್ಮ ಕಕ್ಷಿದಾರ ಅರ್ಜಿದಾರರು ಮಂಡಿಸಿರುತ್ತಾರೆ. (75, 485, 877, 536)
registration-dot (436, 1406, 443, 1413)
notice-title: ಸಾರ್ವಜನಿಕ ಪ್ರಕಟಣೆ (67, 93, 885, 119)
section-name: ಮೈಸೂರು ನಗರ (110, 46, 295, 74)
registration-dot (30, 1406, 37, 1413)
notice-paragraph: ಸರ್ಕಾರದ ವಿವಿಧ ಅಧಿಕಾರಿಗಳು / ಇಲಾಖೆಯವರ ನೀಡುವ ಭರವಸೆಯನ್ನಯ ತಮಗೆ ಅದೇ ಜಾಗದಲ್ಲಿ ಬದಲಿ ನಿವೇಶನ ದೊರೆಯುತ್ತದೆ ಎಂಬ ಅಚಲವಾದ ನಂಬಿಕೆಯಲ್ಲಿ ನಮ್ಮ ಕಕ್ಷಿದಾರ ಸದಸ್ಯರುಗಳಿರುತ್ತಾರೆ. (97, 221, 690, 233)
issue-date: ಸೋಮವಾರ 1 ಜನವರಿ 2024 (753, 52, 890, 67)
registration-dot (476, 1406, 483, 1413)
notice-footer (63, 1291, 889, 1349)
registration-dot (90, 1406, 97, 1413)
registration-dot (100, 1406, 107, 1413)
advocate-name: ಎಂ. ಎಸ್. ವಿಜಯಸಾರಥಿ, ವಕೀಲರು ಮೆ॥ ಲೆಕ್ಸ್ ನೆಕ್ಸ್ (390, 1297, 562, 1308)
notice-body (63, 119, 889, 901)
registration-dot (70, 1406, 77, 1413)
advocate-contact: ದೂರವಾಣಿ: 91-80-23474616, ಮೊಬೈಲ್ +91 9845381000, ಇ-ಮೇಲ್: vijayasar144@yahoo.com, ಸ್ಥಳ: ಮೈಸೂರು, ದಿನಾಂಕ: 31.12.2023 (197, 1325, 755, 1336)
registration-marks-right (852, 1406, 929, 1416)
registration-marks-left (30, 1406, 107, 1416)
registration-dot (60, 1406, 67, 1413)
page-label: ಪುಟ (65, 56, 76, 64)
page-number-badge (62, 46, 104, 74)
